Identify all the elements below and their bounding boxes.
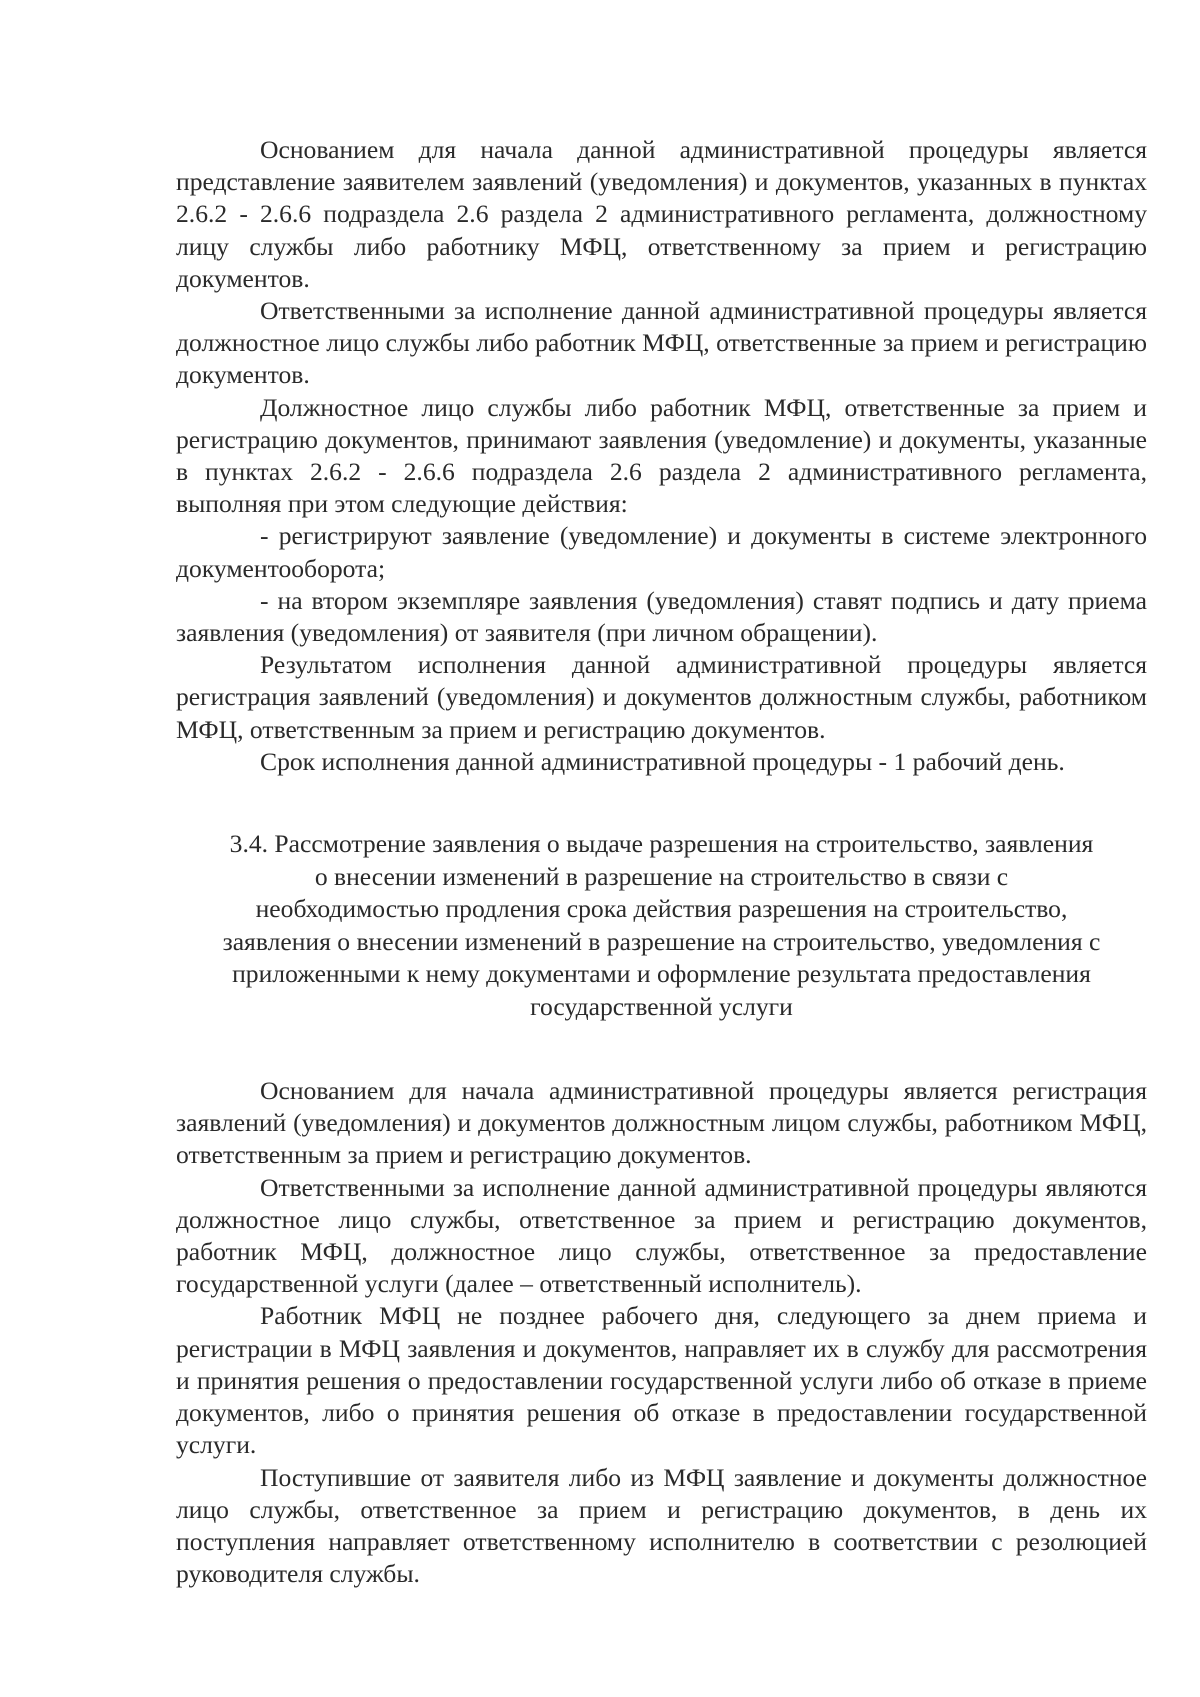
paragraph: Работник МФЦ не позднее рабочего дня, следующего за днем приема и регистрации в МФЦ заявления и документов, направляет их в службу для рассмотрения и принятия решения о предоставлении государственной услуги либо об отказе в приеме документов, либо о принятия решения об отказе в предоставлении государственной услуги.: [176, 1301, 1147, 1460]
section-heading: [176, 828, 1147, 1023]
paragraph: Должностное лицо службы либо работник МФЦ, ответственные за прием и регистрацию документов, принимают заявления (уведомление) и документы, указанные в пунктах 2.6.2 - 2.6.6 подраздела 2.6 раздела 2 административного регламента, выполняя при этом следующие действия:: [176, 392, 1147, 519]
paragraph: Поступившие от заявителя либо из МФЦ заявление и документы должностное лицо службы, ответственное за прием и регистрацию документов, в день их поступления направляет ответственному исполнителю в соответствии с резолюцией руководителя службы.: [176, 1462, 1147, 1589]
paragraph: Ответственными за исполнение данной административной процедуры является должностное лицо службы либо работник МФЦ, ответственные за прием и регистрацию документов.: [176, 296, 1147, 390]
section-a: [176, 134, 1147, 778]
section-heading-line: государственной услуги: [530, 991, 793, 1021]
document-page: [176, 134, 1147, 1590]
paragraph: Срок исполнения данной административной процедуры - 1 рабочий день.: [260, 746, 1065, 776]
list-item: - регистрируют заявление (уведомление) и документы в системе электронного документооборота;: [176, 521, 1147, 583]
paragraph: Основанием для начала данной административной процедуры является представление заявителем заявлений (уведомления) и документов, указанных в пунктах 2.6.2 - 2.6.6 подраздела 2.6 раздела 2 административного регламента, должностному лицу службы либо работнику МФЦ, ответственному за прием и регистрацию документов.: [176, 135, 1147, 293]
paragraph: Результатом исполнения данной административной процедуры является регистрация заявлений (уведомления) и документов должностным службы, работником МФЦ, ответственным за прием и регистрацию документов.: [176, 650, 1147, 744]
section-heading-line: заявления о внесении изменений в разрешение на строительство, уведомления с: [222, 926, 1101, 956]
paragraph: Ответственными за исполнение данной административной процедуры являются должностное лицо службы, ответственное за прием и регистрацию документов, работник МФЦ, должностное лицо службы, ответственное за предоставление государственной услуги (далее – ответственный исполнитель).: [176, 1172, 1147, 1299]
paragraph: Основанием для начала административной процедуры является регистрация заявлений (уведомления) и документов должностным лицом службы, работником МФЦ, ответственным за прием и регистрацию документов.: [176, 1076, 1147, 1170]
section-b: [176, 1075, 1147, 1590]
section-heading-line: приложенными к нему документами и оформление результата предоставления: [232, 959, 1091, 989]
list-item: - на втором экземпляре заявления (уведомления) ставят подпись и дату приема заявления (уведомления) от заявителя (при личном обращении).: [176, 585, 1147, 648]
section-heading-line: необходимостью продления срока действия разрешения на строительство,: [255, 894, 1068, 924]
section-heading-line: 3.4. Рассмотрение заявления о выдаче разрешения на строительство, заявления: [229, 829, 1094, 859]
section-heading-line: о внесении изменений в разрешение на строительство в связи с: [314, 861, 1009, 891]
